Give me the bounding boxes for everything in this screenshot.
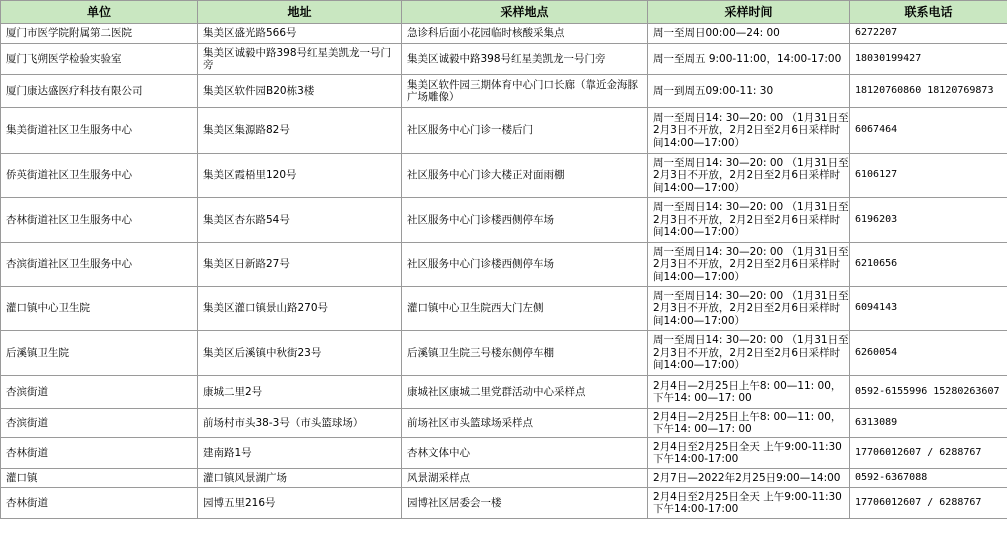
cell-address[interactable]: 灌口镇风景湖广场: [198, 469, 402, 488]
cell-sampling-time[interactable]: 2月4日至2月25日全天 上午9:00-11:30 下午14:00-17:00: [648, 438, 850, 469]
cell-unit[interactable]: 杏林街道社区卫生服务中心: [1, 198, 198, 243]
cell-phone[interactable]: 17706012607 / 6288767: [850, 438, 1007, 469]
cell-sampling-time[interactable]: 周一至周日14: 30—20: 00 （1月31日至2月3日不开放，2月2日至2月6日采样时间14:00—17:00）: [648, 331, 850, 376]
cell-phone[interactable]: 17706012607 / 6288767: [850, 488, 1007, 519]
cell-sampling-site[interactable]: 灌口镇中心卫生院西大门左侧: [402, 287, 648, 331]
cell-sampling-site[interactable]: 社区服务中心门诊一楼后门: [402, 108, 648, 154]
cell-sampling-time[interactable]: 2月4日—2月25日上午8: 00—11: 00，下午14: 00—17: 00: [648, 409, 850, 438]
cell-phone[interactable]: 0592-6367088: [850, 469, 1007, 488]
cell-sampling-site[interactable]: 集美区诚毅中路398号红星美凯龙一号门旁: [402, 44, 648, 75]
cell-sampling-time[interactable]: 周一至周日14: 30—20: 00 （1月31日至2月3日不开放，2月2日至2月6日采样时间14:00—17:00）: [648, 198, 850, 243]
table-row: [1, 438, 1007, 469]
cell-unit[interactable]: 厦门飞朔医学检验实验室: [1, 44, 198, 75]
cell-phone[interactable]: 18120760860 18120769873: [850, 75, 1007, 108]
cell-sampling-time[interactable]: 2月4日—2月25日上午8: 00—11: 00，下午14: 00—17: 00: [648, 376, 850, 409]
cell-address[interactable]: 集美区盛光路566号: [198, 24, 402, 44]
cell-address[interactable]: 集美区集源路82号: [198, 108, 402, 154]
cell-sampling-time[interactable]: 周一至周日14: 30—20: 00 （1月31日至2月3日不开放，2月2日至2月6日采样时间14:00—17:00）: [648, 108, 850, 154]
table-row: [1, 108, 1007, 154]
table-row: [1, 243, 1007, 287]
cell-address[interactable]: 园博五里216号: [198, 488, 402, 519]
table-row: [1, 331, 1007, 376]
table-row: [1, 24, 1007, 44]
cell-address[interactable]: 集美区软件园B20栋3楼: [198, 75, 402, 108]
cell-unit[interactable]: 集美街道社区卫生服务中心: [1, 108, 198, 154]
table-row: [1, 287, 1007, 331]
cell-phone[interactable]: 6196203: [850, 198, 1007, 243]
cell-sampling-time[interactable]: 周一至周日14: 30—20: 00 （1月31日至2月3日不开放，2月2日至2月6日采样时间14:00—17:00）: [648, 287, 850, 331]
cell-address[interactable]: 集美区诚毅中路398号红星美凯龙一号门旁: [198, 44, 402, 75]
cell-phone[interactable]: 6067464: [850, 108, 1007, 154]
cell-unit[interactable]: 杏林街道: [1, 438, 198, 469]
cell-phone[interactable]: 6210656: [850, 243, 1007, 287]
cell-sampling-site[interactable]: 集美区软件园三期体育中心门口长廊（靠近金海豚广场雕像）: [402, 75, 648, 108]
header-row: [1, 1, 1007, 24]
cell-phone[interactable]: 6313089: [850, 409, 1007, 438]
cell-address[interactable]: 集美区日新路27号: [198, 243, 402, 287]
cell-phone[interactable]: 6106127: [850, 154, 1007, 198]
table-row: [1, 409, 1007, 438]
cell-unit[interactable]: 灌口镇: [1, 469, 198, 488]
cell-phone[interactable]: 6272207: [850, 24, 1007, 44]
header-phone[interactable]: 联系电话: [850, 1, 1007, 24]
cell-address[interactable]: 集美区霞梧里120号: [198, 154, 402, 198]
cell-sampling-site[interactable]: 后溪镇卫生院三号楼东侧停车棚: [402, 331, 648, 376]
cell-sampling-site[interactable]: 社区服务中心门诊大楼正对面雨棚: [402, 154, 648, 198]
cell-sampling-time[interactable]: 2月4日至2月25日全天 上午9:00-11:30 下午14:00-17:00: [648, 488, 850, 519]
cell-sampling-time[interactable]: 周一至周日14: 30—20: 00 （1月31日至2月3日不开放，2月2日至2月6日采样时间14:00—17:00）: [648, 154, 850, 198]
cell-sampling-site[interactable]: 康城社区康城二里党群活动中心采样点: [402, 376, 648, 409]
cell-sampling-site[interactable]: 急诊科后面小花园临时核酸采集点: [402, 24, 648, 44]
cell-sampling-time[interactable]: 周一至周日14: 30—20: 00 （1月31日至2月3日不开放，2月2日至2月6日采样时间14:00—17:00）: [648, 243, 850, 287]
table-row: [1, 154, 1007, 198]
cell-unit[interactable]: 厦门康达盛医疗科技有限公司: [1, 75, 198, 108]
cell-unit[interactable]: 杏滨街道: [1, 409, 198, 438]
cell-unit[interactable]: 厦门市医学院附属第二医院: [1, 24, 198, 44]
cell-unit[interactable]: 后溪镇卫生院: [1, 331, 198, 376]
cell-phone[interactable]: 18030199427: [850, 44, 1007, 75]
cell-sampling-site[interactable]: 社区服务中心门诊楼西侧停车场: [402, 198, 648, 243]
cell-sampling-site[interactable]: 风景湖采样点: [402, 469, 648, 488]
cell-phone[interactable]: 6094143: [850, 287, 1007, 331]
cell-sampling-time[interactable]: 周一至周五 9:00-11:00，14:00-17:00: [648, 44, 850, 75]
header-unit[interactable]: 单位: [1, 1, 198, 24]
table-row: [1, 376, 1007, 409]
cell-address[interactable]: 康城二里2号: [198, 376, 402, 409]
cell-sampling-site[interactable]: 园博社区居委会一楼: [402, 488, 648, 519]
cell-unit[interactable]: 杏林街道: [1, 488, 198, 519]
header-address[interactable]: 地址: [198, 1, 402, 24]
cell-phone[interactable]: 0592-6155996 15280263607: [850, 376, 1007, 409]
header-sampling-site[interactable]: 采样地点: [402, 1, 648, 24]
cell-address[interactable]: 集美区杏东路54号: [198, 198, 402, 243]
cell-sampling-time[interactable]: 周一到周五09:00-11: 30: [648, 75, 850, 108]
table-row: [1, 198, 1007, 243]
cell-unit[interactable]: 灌口镇中心卫生院: [1, 287, 198, 331]
cell-unit[interactable]: 杏滨街道社区卫生服务中心: [1, 243, 198, 287]
table-row: [1, 75, 1007, 108]
cell-address[interactable]: 前场村市头38-3号（市头篮球场）: [198, 409, 402, 438]
table-row: [1, 44, 1007, 75]
cell-phone[interactable]: 6260054: [850, 331, 1007, 376]
cell-address[interactable]: 集美区灌口镇景山路270号: [198, 287, 402, 331]
cell-sampling-time[interactable]: 周一至周日00:00—24: 00: [648, 24, 850, 44]
cell-sampling-time[interactable]: 2月7日—2022年2月25日9:00—14:00: [648, 469, 850, 488]
cell-unit[interactable]: 侨英街道社区卫生服务中心: [1, 154, 198, 198]
table-row: [1, 488, 1007, 519]
header-sampling-time[interactable]: 采样时间: [648, 1, 850, 24]
cell-sampling-site[interactable]: 杏林文体中心: [402, 438, 648, 469]
cell-unit[interactable]: 杏滨街道: [1, 376, 198, 409]
table-row: [1, 469, 1007, 488]
cell-sampling-site[interactable]: 前场社区市头篮球场采样点: [402, 409, 648, 438]
cell-sampling-site[interactable]: 社区服务中心门诊楼西侧停车场: [402, 243, 648, 287]
cell-address[interactable]: 建南路1号: [198, 438, 402, 469]
cell-address[interactable]: 集美区后溪镇中秋街23号: [198, 331, 402, 376]
